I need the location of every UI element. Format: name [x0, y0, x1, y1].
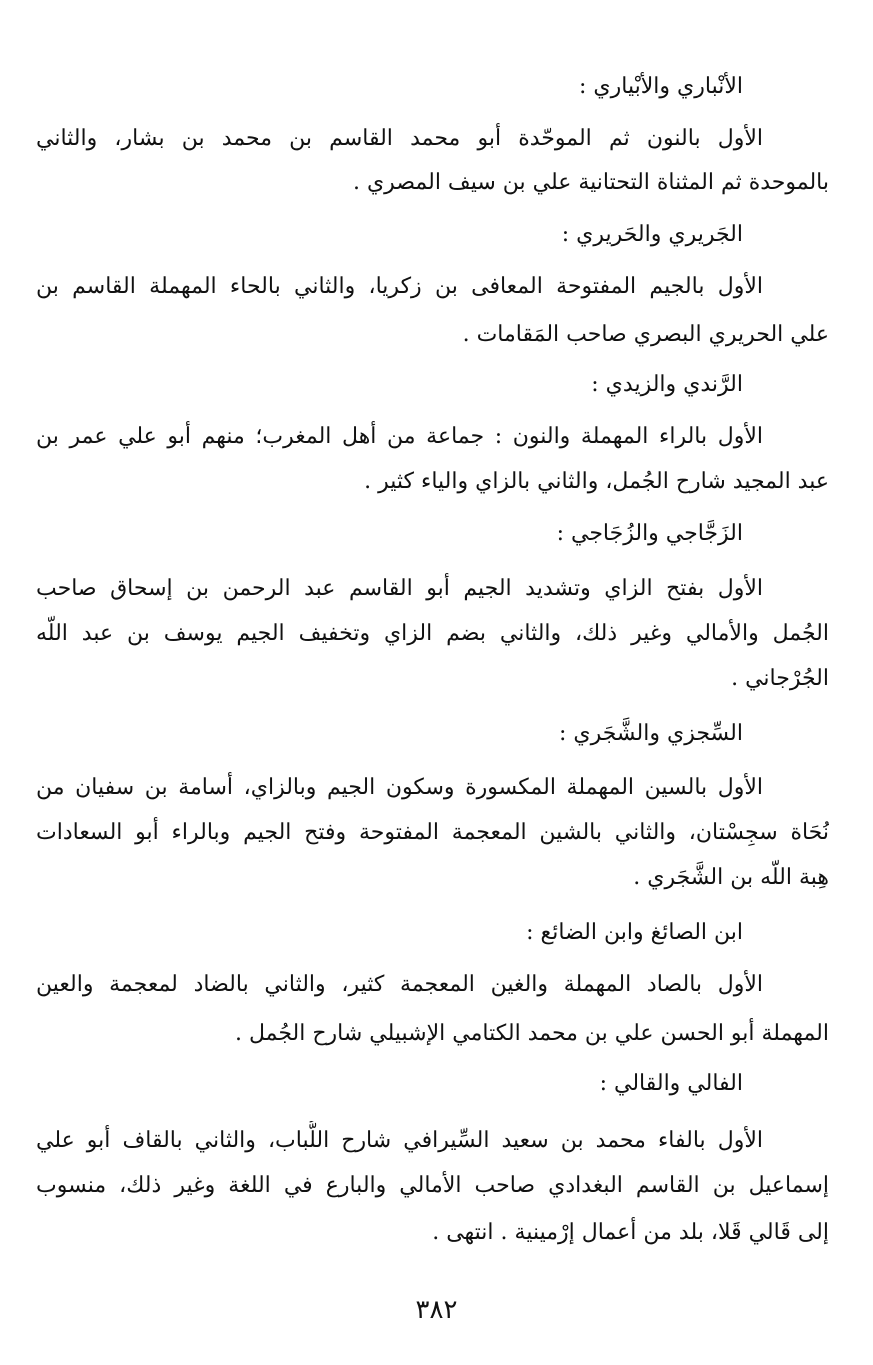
entry-text-line: الأول بالسين المهملة المكسورة وسكون الجيم وبالزاي، أسامة بن سفيان من [36, 775, 763, 800]
entry-heading-zajjaji: الزَجَّاجي والزُجَاجي : [556, 521, 743, 546]
entry-text-line: الأول بالجيم المفتوحة المعافى بن زكريا، والثاني بالحاء المهملة القاسم بن [36, 274, 763, 299]
entry-heading-randi: الرَّندي والزيدي : [591, 372, 743, 397]
entry-text-line: هِبة اللّه بن الشَّجَري . [633, 865, 829, 890]
entry-text-line: إسماعيل بن القاسم البغدادي صاحب الأمالي والبارع في اللغة وغير ذلك، منسوب [36, 1173, 829, 1198]
entry-heading-fali: الفالي والقالي : [599, 1071, 743, 1096]
entry-text-line: الأول بالنون ثم الموحّدة أبو محمد القاسم بن محمد بن بشار، والثاني [36, 126, 763, 151]
entry-text-line: الأول بفتح الزاي وتشديد الجيم أبو القاسم عبد الرحمن بن إسحاق صاحب [36, 576, 763, 601]
entry-text-line: الأول بالفاء محمد بن سعيد السِّيرافي شارح اللُّباب، والثاني بالقاف أبو علي [36, 1128, 763, 1153]
entry-text-line: بالموحدة ثم المثناة التحتانية علي بن سيف المصري . [352, 170, 829, 195]
entry-text-line: إلى قَالي قَلا، بلد من أعمال إرْمينية . انتهى . [432, 1220, 829, 1245]
entry-text-line: علي الحريري البصري صاحب المَقامات . [462, 322, 829, 347]
entry-text-line: الجُرْجاني . [731, 666, 829, 691]
entry-text-line: المهملة أبو الحسن علي بن محمد الكتامي الإشبيلي شارح الجُمل . [234, 1021, 829, 1046]
entry-text-line: نُحَاة سجِسْتان، والثاني بالشين المعجمة المفتوحة وفتح الجيم وبالراء أبو السعادات [36, 820, 829, 845]
entry-heading-saigh: ابن الصائغ وابن الضائع : [526, 920, 743, 945]
entry-text-line: عبد المجيد شارح الجُمل، والثاني بالزاي والياء كثير . [364, 469, 829, 494]
entry-heading-jariri: الجَريري والحَريري : [561, 222, 743, 247]
entry-heading-anbari: الأنْباري والأبْياري : [579, 74, 743, 99]
entry-heading-sijzi: السِّجزي والشَّجَري : [558, 721, 743, 746]
entry-text-line: الأول بالصاد المهملة والغين المعجمة كثير، والثاني بالضاد لمعجمة والعين [36, 972, 763, 997]
entry-text-line: الأول بالراء المهملة والنون : جماعة من أهل المغرب؛ منهم أبو علي عمر بن [36, 424, 763, 449]
entry-text-line: الجُمل والأمالي وغير ذلك، والثاني بضم الزاي وتخفيف الجيم يوسف بن عبد اللّه [36, 621, 829, 646]
page-number: ٣٨٢ [415, 1295, 458, 1325]
